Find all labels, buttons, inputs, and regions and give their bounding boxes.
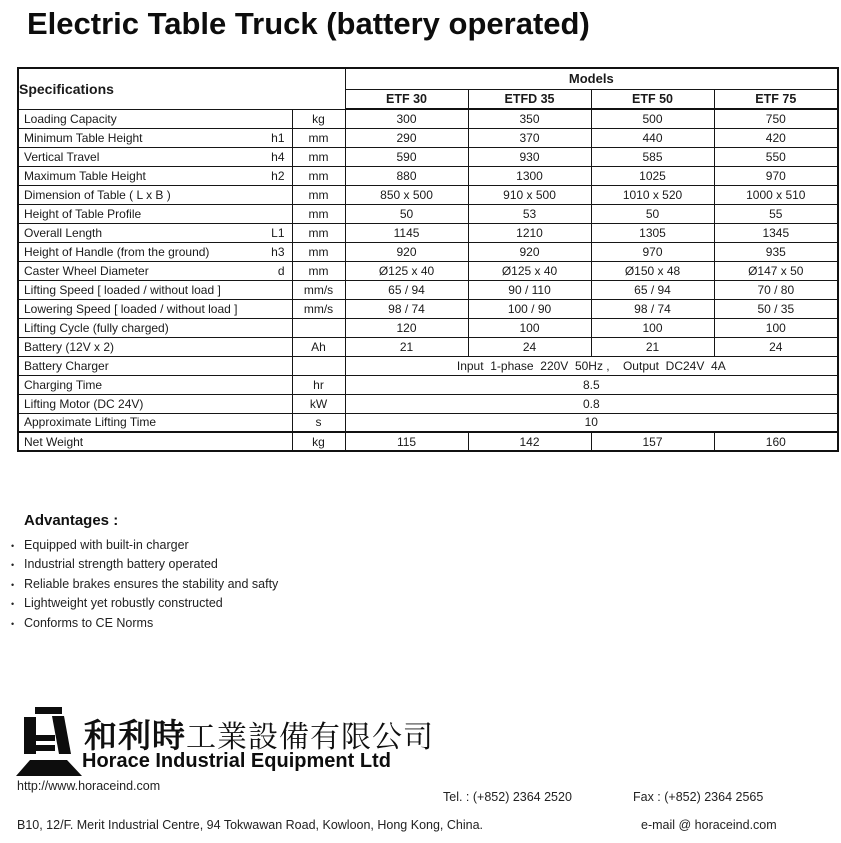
spec-value-cell: 970 [591,242,714,261]
spec-label-cell [18,280,292,299]
spec-unit-cell: mm [292,204,345,223]
spec-value-cell: 585 [591,147,714,166]
bullet-icon: • [11,579,15,590]
advantages-heading: Advantages : [24,512,119,529]
spec-value-cell: 1025 [591,166,714,185]
spec-table [17,67,839,452]
spec-value-cell: 115 [345,432,468,451]
spec-unit-cell: kg [292,109,345,128]
table-row [18,280,838,299]
specifications-header: Specifications [18,68,345,109]
spec-unit-cell: mm [292,185,345,204]
spec-label: Lowering Speed [ loaded / without load ] [24,301,238,316]
spec-unit-cell: s [292,413,345,432]
spec-unit-cell: hr [292,375,345,394]
model-column-header: ETFD 35 [468,89,591,109]
spec-value-cell: Ø150 x 48 [591,261,714,280]
spec-value-cell: 160 [714,432,838,451]
spec-value-cell: 50 [591,204,714,223]
bullet-icon: • [11,618,15,629]
advantage-text: Conforms to CE Norms [24,615,154,630]
table-row [18,432,838,451]
spec-label: Battery (12V x 2) [24,339,115,354]
spec-value-cell: 100 [468,318,591,337]
spec-value-cell: 53 [468,204,591,223]
spec-label: Vertical Travel [24,149,100,164]
table-row [18,128,838,147]
spec-value-cell: 350 [468,109,591,128]
spec-value-cell: 24 [714,337,838,356]
page-title: Electric Table Truck (battery operated) [27,6,590,41]
table-row [18,261,838,280]
spec-value-cell: 65 / 94 [591,280,714,299]
spec-unit-cell: mm [292,223,345,242]
spec-value-cell: 157 [591,432,714,451]
spec-value-cell: 120 [345,318,468,337]
spec-value-cell: 1305 [591,223,714,242]
table-row [18,394,838,413]
company-logo-icon [16,707,82,776]
spec-value-cell: 590 [345,147,468,166]
spec-value-cell: 100 [714,318,838,337]
company-name-english: Horace Industrial Equipment Ltd [82,750,391,772]
model-column-header: ETF 30 [345,89,468,109]
table-row [18,375,838,394]
spec-value-cell: 65 / 94 [345,280,468,299]
spec-label: Height of Handle (from the ground) [24,244,210,259]
spec-value-cell-span: 0.8 [345,394,838,413]
company-name-chinese-rest: 工業設備有限公司 [186,721,434,754]
spec-symbol: h1 [271,130,285,145]
spec-value-cell: 880 [345,166,468,185]
spec-value-cell-span: 8.5 [345,375,838,394]
spec-unit-cell: mm [292,261,345,280]
advantage-text: Equipped with built-in charger [24,538,189,552]
advantage-item [11,594,278,613]
spec-label-cell [18,356,292,375]
spec-label-cell [18,413,292,432]
company-tel: Tel. : (+852) 2364 2520 [443,790,572,804]
spec-value-cell: 500 [591,109,714,128]
spec-label: Lifting Cycle (fully charged) [24,320,169,335]
table-row [18,318,838,337]
spec-label: Minimum Table Height [24,130,143,145]
spec-label: Overall Length [24,225,103,240]
table-header-row-models [18,68,838,89]
bullet-icon: • [11,541,15,551]
company-website: http://www.horaceind.com [17,779,161,793]
table-row [18,356,838,375]
advantage-text: Industrial strength battery operated [24,557,218,572]
spec-label-cell [18,261,292,280]
spec-value-cell: 1145 [345,223,468,242]
spec-unit-cell: mm [292,242,345,261]
advantage-text: Reliable brakes ensures the stability and safty [24,576,279,591]
spec-label-cell [18,223,292,242]
models-header: Models [345,68,838,89]
spec-label-cell [18,318,292,337]
spec-value-cell: 50 / 35 [714,299,838,318]
spec-symbol: h3 [271,244,285,259]
spec-value-cell: 300 [345,109,468,128]
spec-value-cell: 50 [345,204,468,223]
company-address: B10, 12/F. Merit Industrial Centre, 94 Tokwawan Road, Kowloon, Hong Kong, China. [17,818,484,832]
spec-value-cell: 970 [714,166,838,185]
spec-label: Battery Charger [24,358,109,373]
spec-value-cell: 21 [345,337,468,356]
table-row [18,223,838,242]
advantage-item [11,536,278,555]
spec-value-cell: 370 [468,128,591,147]
spec-label: Height of Table Profile [24,206,142,221]
spec-label-cell [18,185,292,204]
spec-label: Caster Wheel Diameter [24,263,149,278]
spec-label: Charging Time [24,377,103,392]
spec-value-cell: 750 [714,109,838,128]
company-email: e-mail @ horaceind.com [641,818,777,832]
company-fax: Fax : (+852) 2364 2565 [633,790,764,804]
spec-value-cell: 100 / 90 [468,299,591,318]
spec-value-cell: 935 [714,242,838,261]
spec-value-cell-span: Input 1-phase 220V 50Hz , Output DC24V 4A [345,356,838,375]
spec-label-cell [18,166,292,185]
spec-value-cell: 420 [714,128,838,147]
spec-value-cell: 920 [345,242,468,261]
spec-value-cell: 100 [591,318,714,337]
model-column-header: ETF 75 [714,89,838,109]
spec-value-cell: 1010 x 520 [591,185,714,204]
spec-unit-cell: mm [292,166,345,185]
spec-value-cell: 55 [714,204,838,223]
advantage-item [11,575,278,594]
spec-label-cell [18,128,292,147]
spec-value-cell: Ø125 x 40 [468,261,591,280]
spec-label: Net Weight [24,434,84,449]
spec-label-cell [18,109,292,128]
model-column-header: ETF 50 [591,89,714,109]
spec-label-cell [18,375,292,394]
spec-value-cell: 920 [468,242,591,261]
spec-value-cell: 1345 [714,223,838,242]
spec-value-cell: 910 x 500 [468,185,591,204]
spec-value-cell: 142 [468,432,591,451]
table-row [18,413,838,432]
spec-value-cell: Ø125 x 40 [345,261,468,280]
spec-unit-cell: kg [292,432,345,451]
spec-unit-cell: kW [292,394,345,413]
table-row [18,109,838,128]
spec-unit-cell: mm/s [292,299,345,318]
spec-unit-cell: mm/s [292,280,345,299]
spec-value-cell: Ø147 x 50 [714,261,838,280]
spec-value-cell: 24 [468,337,591,356]
spec-value-cell: 70 / 80 [714,280,838,299]
spec-unit-cell: mm [292,147,345,166]
spec-value-cell: 290 [345,128,468,147]
spec-label: Maximum Table Height [24,168,146,183]
table-row [18,166,838,185]
spec-value-cell-span: 10 [345,413,838,432]
bullet-icon: • [11,560,15,571]
spec-value-cell: 1210 [468,223,591,242]
advantage-item [11,555,278,574]
advantage-text: Lightweight yet robustly constructed [24,596,223,611]
spec-value-cell: 930 [468,147,591,166]
advantage-item [11,614,278,633]
spec-label-cell [18,299,292,318]
spec-symbol: h2 [271,168,285,183]
spec-value-cell: 98 / 74 [591,299,714,318]
spec-label-cell [18,204,292,223]
spec-label-cell [18,432,292,451]
spec-label: Lifting Speed [ loaded / without load ] [24,282,221,297]
spec-value-cell: 1000 x 510 [714,185,838,204]
spec-label: Loading Capacity [24,111,117,126]
spec-label: Dimension of Table ( L x B ) [24,187,171,202]
spec-unit-cell: mm [292,128,345,147]
bullet-icon: • [11,599,15,610]
spec-label: Lifting Motor (DC 24V) [24,396,144,411]
spec-value-cell: 550 [714,147,838,166]
spec-unit-cell: Ah [292,337,345,356]
spec-symbol: d [277,263,285,278]
company-name-chinese-main: 和利時 [84,717,186,754]
spec-unit-cell [292,356,345,375]
spec-value-cell: 90 / 110 [468,280,591,299]
spec-label: Approximate Lifting Time [24,415,157,430]
table-row [18,242,838,261]
spec-label-cell [18,242,292,261]
spec-label-cell [18,337,292,356]
advantages-section [11,512,278,633]
spec-value-cell: 850 x 500 [345,185,468,204]
spec-value-cell: 98 / 74 [345,299,468,318]
spec-value-cell: 21 [591,337,714,356]
spec-symbol: h4 [271,149,285,164]
spec-value-cell: 1300 [468,166,591,185]
table-row [18,185,838,204]
table-row [18,204,838,223]
spec-value-cell: 440 [591,128,714,147]
spec-label-cell [18,147,292,166]
table-row [18,299,838,318]
table-row [18,337,838,356]
table-row [18,147,838,166]
spec-symbol: L1 [271,225,285,240]
advantages-list [11,536,278,633]
spec-label-cell [18,394,292,413]
spec-unit-cell [292,318,345,337]
